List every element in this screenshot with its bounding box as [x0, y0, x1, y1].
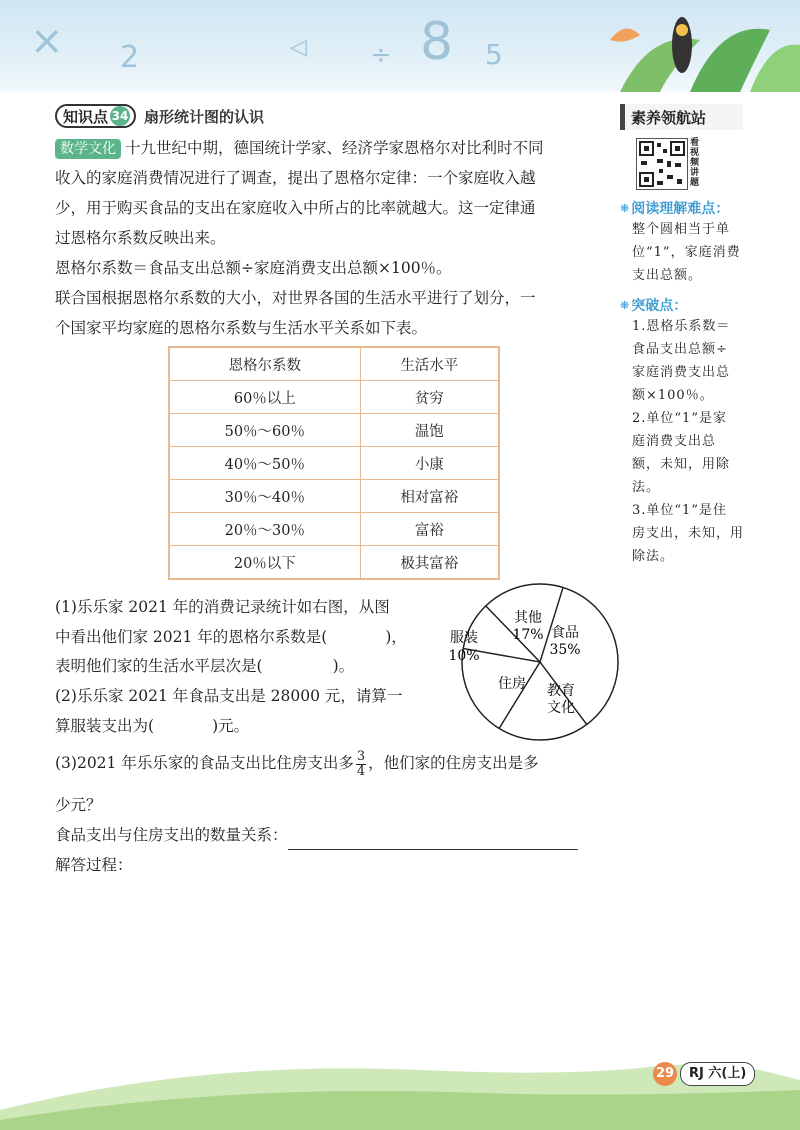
pie-label-education-1: 教育 — [547, 683, 575, 699]
passage-line: 少，用于购买食品的支出在家庭收入中所占的比率就越大。这一定律通 — [55, 199, 536, 217]
sidebar-title: 素养领航站 — [620, 104, 743, 130]
table-cell: 温饱 — [360, 414, 499, 447]
page-number: 29 — [653, 1062, 677, 1086]
table-cell: 相对富裕 — [360, 480, 499, 513]
sidebar-line: 1.恩格乐系数＝ — [632, 319, 731, 334]
question-text: 表明他们家的生活水平层次是( — [55, 657, 263, 675]
sidebar-line: 房支出，未知，用 — [632, 526, 745, 541]
relation-label: 食品支出与住房支出的数量关系： — [55, 826, 288, 844]
engel-table — [168, 346, 500, 580]
solution-label: 解答过程： — [55, 856, 133, 874]
reading-difficulty-body — [620, 218, 750, 287]
pie-label-other: 其他 — [514, 610, 542, 626]
sidebar-line: 支出总额。 — [632, 268, 703, 283]
culture-passage — [55, 133, 615, 343]
footer-wave — [0, 1040, 800, 1130]
table-row — [169, 513, 499, 546]
pie-label-other-pct: 17% — [512, 627, 544, 643]
decor-glyph: ÷ — [370, 40, 392, 70]
table-cell: 30％～40％ — [169, 480, 360, 513]
reading-head-text: 阅读理解难点： — [631, 201, 730, 217]
sidebar-line: 额×100％。 — [632, 388, 714, 403]
table-row — [169, 480, 499, 513]
breakthrough-body — [620, 315, 750, 568]
question-text: 算服装支出为( — [55, 717, 155, 735]
sidebar-line: 位“1”，家庭消费 — [632, 245, 741, 260]
badge-number: 34 — [110, 106, 130, 126]
sidebar — [620, 104, 750, 568]
passage-line: 过恩格尔系数反映出来。 — [55, 229, 226, 247]
decor-glyph: 5 — [485, 38, 503, 71]
pie-label-clothes-pct: 10% — [448, 648, 480, 664]
culture-tag: 数学文化 — [55, 139, 121, 159]
question-text: ，他们家的住房支出是多 — [368, 754, 539, 772]
question-text: 中看出他们家 2021 年的恩格尔系数是( — [55, 628, 328, 646]
passage-line: 收入的家庭消费情况进行了调查，提出了恩格尔定律：一个家庭收入越 — [55, 169, 536, 187]
bullet-icon: ❋ — [620, 201, 630, 215]
relation-answer-line[interactable] — [288, 831, 578, 850]
book-code: RJ 六(上) — [680, 1062, 755, 1086]
question-3-line-2: 少元？ — [55, 796, 102, 814]
bullet-icon: ❋ — [620, 298, 630, 312]
pie-label-housing: 住房 — [498, 676, 526, 692]
question-3-line-1 — [55, 748, 539, 779]
sidebar-line: 额，未知，用除 — [632, 457, 731, 472]
table-cell: 小康 — [360, 447, 499, 480]
decor-glyph: × — [30, 18, 64, 64]
table-row — [169, 447, 499, 480]
relation-line — [55, 820, 578, 850]
leaf-decoration-icon — [600, 0, 800, 92]
table-cell: 40％～50％ — [169, 447, 360, 480]
question-1-line-1: (1)乐乐家 2021 年的消费记录统计如右图，从图 — [55, 598, 390, 616]
decor-glyph: ◁ — [290, 35, 307, 60]
top-banner — [0, 0, 800, 92]
consumption-pie-chart — [440, 580, 620, 745]
table-cell: 贫穷 — [360, 381, 499, 414]
question-1-line-3 — [55, 651, 354, 681]
badge-label: 知识点 — [63, 107, 109, 126]
question-text: )， — [385, 628, 407, 646]
table-cell: 20％以下 — [169, 546, 360, 580]
pie-label-education-2: 文化 — [547, 700, 575, 716]
question-text: )元。 — [212, 717, 250, 735]
table-cell: 20％～30％ — [169, 513, 360, 546]
knowledge-point-badge — [55, 104, 136, 128]
break-head-text: 突破点： — [631, 298, 688, 314]
fraction — [356, 750, 366, 779]
table-cell: 富裕 — [360, 513, 499, 546]
table-cell: 极其富裕 — [360, 546, 499, 580]
knowledge-point-header — [55, 104, 264, 128]
table-header: 恩格尔系数 — [169, 347, 360, 381]
question-1-line-2 — [55, 622, 407, 652]
pie-label-clothes: 服装 — [450, 630, 478, 646]
passage-line: 联合国根据恩格尔系数的大小，对世界各国的生活水平进行了划分，一 — [55, 289, 536, 307]
table-header: 生活水平 — [360, 347, 499, 381]
table-row — [169, 546, 499, 580]
qr-section — [636, 138, 750, 190]
sidebar-line: 家庭消费支出总 — [632, 365, 731, 380]
passage-line: 个国家平均家庭的恩格尔系数与生活水平关系如下表。 — [55, 319, 428, 337]
qr-code-icon[interactable] — [636, 138, 688, 190]
sidebar-line: 庭消费支出总 — [632, 434, 717, 449]
sidebar-line: 整个圆相当于单 — [632, 222, 731, 237]
breakthrough-head — [620, 295, 750, 315]
question-text: (3)2021 年乐乐家的食品支出比住房支出多 — [55, 754, 354, 772]
sidebar-line: 食品支出总额÷ — [632, 342, 728, 357]
sidebar-line: 法。 — [632, 480, 661, 495]
fraction-numerator: 3 — [356, 748, 366, 764]
fraction-denominator: 4 — [356, 763, 366, 779]
table-cell: 60％以上 — [169, 381, 360, 414]
table-header-row — [169, 347, 499, 381]
sidebar-line: 除法。 — [632, 549, 675, 564]
sidebar-line: 2.单位“1”是家 — [632, 411, 727, 426]
table-cell: 50％～60％ — [169, 414, 360, 447]
table-row — [169, 381, 499, 414]
pie-slices — [462, 584, 618, 740]
qr-caption: 看视频讲题 — [690, 138, 700, 188]
section-title: 扇形统计图的认识 — [144, 107, 265, 126]
pie-label-food: 食品 — [551, 625, 579, 641]
passage-text: 十九世纪中期，德国统计学家、经济学家恩格尔对比利时不同 — [125, 139, 544, 157]
decor-glyph: 8 — [420, 12, 454, 72]
question-text: )。 — [332, 657, 355, 675]
decor-glyph: 2 — [120, 40, 140, 75]
question-2-line-1: (2)乐乐家 2021 年食品支出是 28000 元，请算一 — [55, 687, 403, 705]
passage-line — [55, 133, 615, 163]
reading-difficulty-head — [620, 198, 750, 218]
table-row — [169, 414, 499, 447]
sidebar-line: 3.单位“1”是住 — [632, 503, 727, 518]
question-2-line-2 — [55, 711, 249, 741]
engel-formula: 恩格尔系数＝食品支出总额÷家庭消费支出总额×100％。 — [55, 259, 452, 277]
pie-label-food-pct: 35% — [549, 642, 581, 658]
